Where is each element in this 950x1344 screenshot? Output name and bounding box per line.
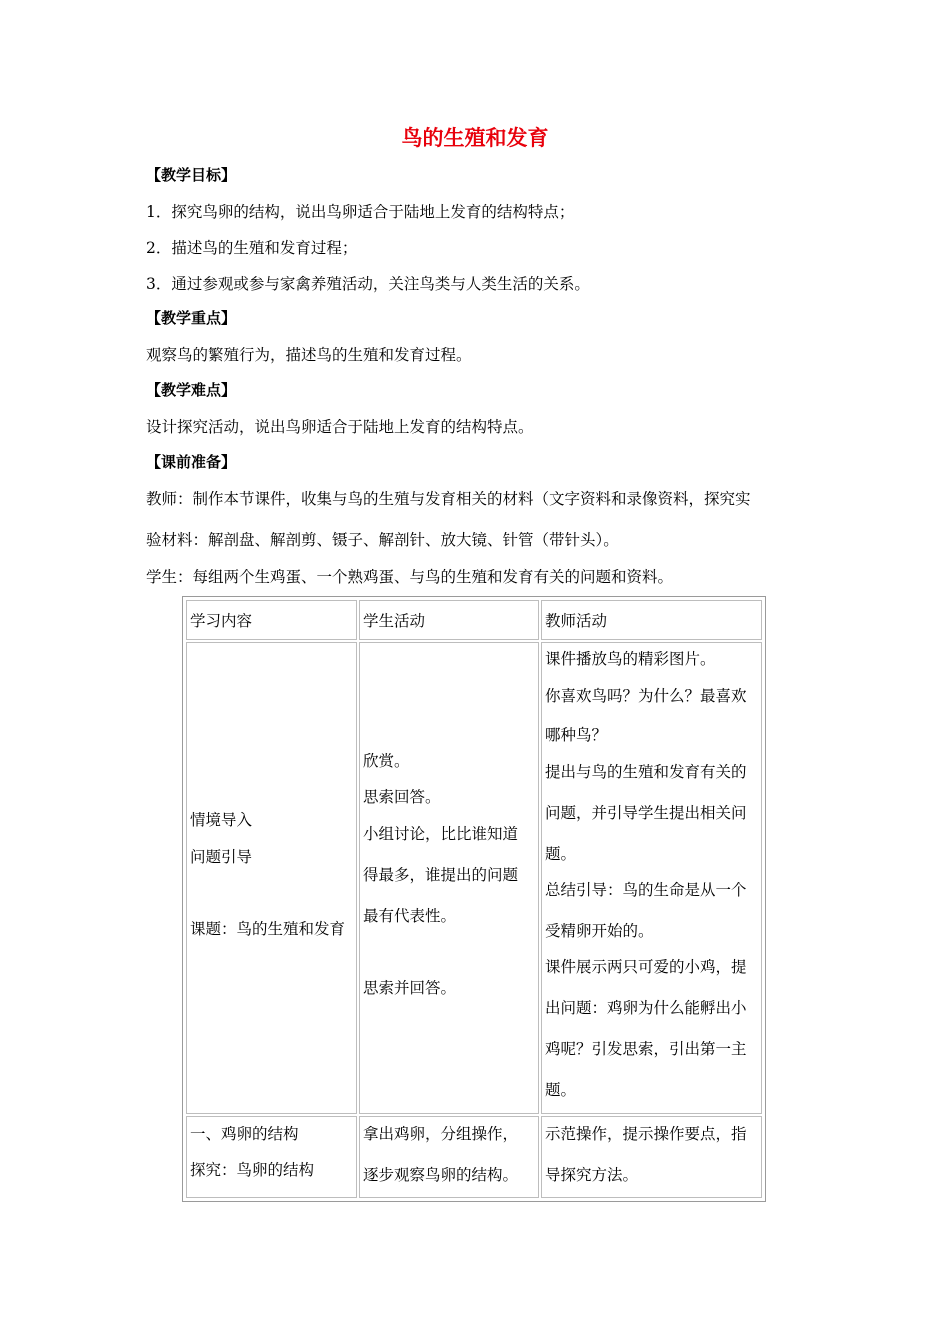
content-line: 探究：鸟卵的结构 bbox=[190, 1161, 315, 1179]
table-header-cell bbox=[186, 600, 357, 640]
lesson-table bbox=[182, 596, 766, 1202]
content-line: 问题引导 bbox=[190, 848, 253, 866]
teacher-line: 你喜欢鸟吗？为什么？最喜欢 bbox=[545, 687, 747, 705]
student-line: 思索并回答。 bbox=[363, 979, 457, 997]
goal-item: 2．描述鸟的生殖和发育过程； bbox=[146, 239, 358, 257]
table-header-cell bbox=[541, 600, 762, 640]
teacher-line: 提出与鸟的生殖和发育有关的 bbox=[545, 763, 747, 781]
table-cell-student bbox=[359, 642, 539, 1114]
content-line: 课题：鸟的生殖和发育 bbox=[190, 920, 346, 938]
teacher-line: 题。 bbox=[545, 1081, 577, 1099]
table-cell-student bbox=[359, 1116, 539, 1198]
prep-line: 学生：每组两个生鸡蛋、一个熟鸡蛋、与鸟的生殖和发育有关的问题和资料。 bbox=[146, 568, 674, 586]
teacher-line: 课件播放鸟的精彩图片。 bbox=[545, 650, 716, 668]
teacher-line: 导探究方法。 bbox=[545, 1166, 639, 1184]
content-line: 情境导入 bbox=[190, 811, 253, 829]
table-cell-content bbox=[186, 1116, 357, 1198]
student-line: 拿出鸡卵，分组操作， bbox=[363, 1125, 519, 1143]
teacher-line: 总结引导：鸟的生命是从一个 bbox=[545, 881, 747, 899]
content-line: 一、鸡卵的结构 bbox=[190, 1125, 299, 1143]
student-line: 逐步观察鸟卵的结构。 bbox=[363, 1166, 519, 1184]
teacher-line: 题。 bbox=[545, 845, 577, 863]
teacher-line: 课件展示两只可爱的小鸡，提 bbox=[545, 958, 747, 976]
goal-item: 3．通过参观或参与家禽养殖活动，关注鸟类与人类生活的关系。 bbox=[146, 275, 590, 293]
prep-heading: 【课前准备】 bbox=[146, 453, 237, 471]
student-line: 欣赏。 bbox=[363, 752, 410, 770]
document-title: 鸟的生殖和发育 bbox=[401, 126, 549, 150]
teacher-line: 出问题：鸡卵为什么能孵出小 bbox=[545, 999, 747, 1017]
teacher-line: 受精卵开始的。 bbox=[545, 922, 654, 940]
difficulty-text: 设计探究活动，说出鸟卵适合于陆地上发育的结构特点。 bbox=[146, 418, 534, 436]
header-teacher: 教师活动 bbox=[545, 612, 608, 630]
key-heading: 【教学重点】 bbox=[146, 309, 237, 327]
table-cell-content bbox=[186, 642, 357, 1114]
goals-heading: 【教学目标】 bbox=[146, 166, 237, 184]
teacher-line: 问题，并引导学生提出相关问 bbox=[545, 804, 747, 822]
header-student: 学生活动 bbox=[363, 612, 426, 630]
teacher-line: 哪种鸟？ bbox=[545, 726, 608, 744]
header-content: 学习内容 bbox=[190, 612, 253, 630]
teacher-line: 鸡呢？引发思索，引出第一主 bbox=[545, 1040, 747, 1058]
student-line: 小组讨论，比比谁知道 bbox=[363, 825, 519, 843]
student-line: 最有代表性。 bbox=[363, 907, 457, 925]
goal-item: 1．探究鸟卵的结构，说出鸟卵适合于陆地上发育的结构特点； bbox=[146, 203, 575, 221]
difficulty-heading: 【教学难点】 bbox=[146, 381, 237, 399]
table-cell-teacher bbox=[541, 642, 762, 1114]
student-line: 得最多，谁提出的问题 bbox=[363, 866, 519, 884]
table-header-cell bbox=[359, 600, 539, 640]
prep-line: 验材料：解剖盘、解剖剪、镊子、解剖针、放大镜、针管（带针头）。 bbox=[146, 531, 619, 549]
table-cell-teacher bbox=[541, 1116, 762, 1198]
key-text: 观察鸟的繁殖行为，描述鸟的生殖和发育过程。 bbox=[146, 346, 472, 364]
prep-line: 教师：制作本节课件，收集与鸟的生殖与发育相关的材料（文字资料和录像资料，探究实 bbox=[146, 490, 751, 508]
teacher-line: 示范操作，提示操作要点，指 bbox=[545, 1125, 747, 1143]
student-line: 思索回答。 bbox=[363, 788, 441, 806]
